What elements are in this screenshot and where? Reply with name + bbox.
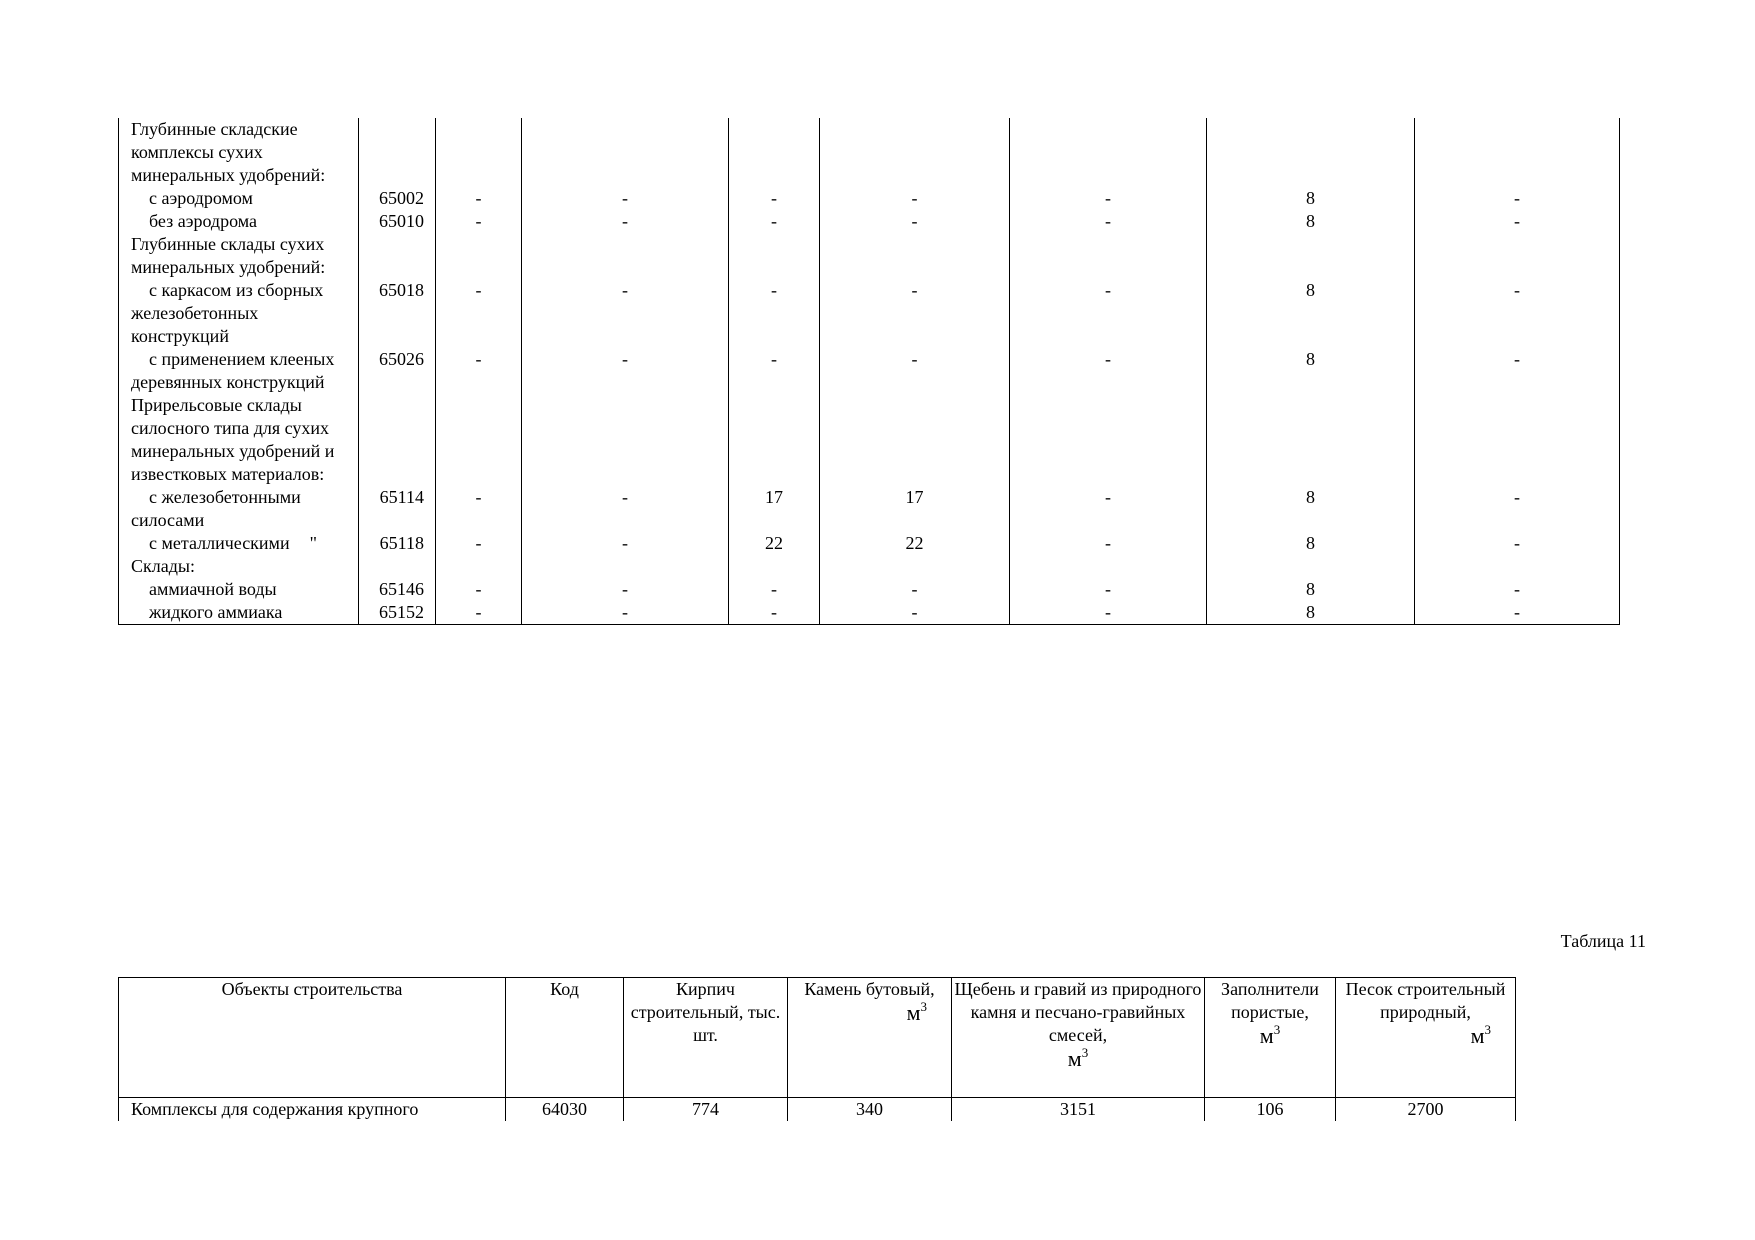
cell-value — [522, 394, 729, 486]
cell-value: - — [522, 348, 729, 394]
cell-value: 8 — [1207, 601, 1415, 625]
row-name — [119, 210, 359, 233]
cell-value: 106 — [1205, 1098, 1336, 1122]
cell-value: 8 — [1207, 532, 1415, 555]
cell-value: - — [729, 578, 820, 601]
cell-value: - — [1010, 279, 1207, 348]
cell-value: - — [436, 210, 522, 233]
cell-value — [820, 555, 1010, 578]
cell-value — [1207, 233, 1415, 279]
cell-value — [522, 118, 729, 187]
header-fillers — [1205, 978, 1336, 1098]
header-fillers-label: Заполнители пористые, — [1221, 979, 1319, 1022]
cell-value — [1010, 555, 1207, 578]
header-code: Код — [506, 978, 624, 1098]
cell-value: - — [729, 279, 820, 348]
row-name — [119, 348, 359, 394]
cell-value: - — [729, 210, 820, 233]
cell-value — [1415, 233, 1620, 279]
table-row — [119, 394, 1620, 486]
header-sand — [1336, 978, 1516, 1098]
cell-value: - — [522, 578, 729, 601]
cell-value — [729, 394, 820, 486]
cell-value — [522, 555, 729, 578]
materials-table-11 — [118, 977, 1516, 1121]
row-name — [119, 486, 359, 532]
unit-m3: $м^3$ — [1067, 1045, 1089, 1071]
cell-value: 22 — [820, 532, 1010, 555]
cell-value: - — [436, 532, 522, 555]
table-row — [119, 118, 1620, 187]
row-code — [359, 394, 436, 486]
cell-value — [436, 233, 522, 279]
cell-value: - — [436, 348, 522, 394]
cell-value: 774 — [624, 1098, 788, 1122]
cell-value — [436, 118, 522, 187]
cell-value: - — [729, 187, 820, 210]
cell-value: - — [436, 187, 522, 210]
cell-value: - — [522, 532, 729, 555]
cell-value — [1010, 233, 1207, 279]
cell-value: - — [1415, 210, 1620, 233]
table-row — [119, 279, 1620, 348]
row-name-text: Склады: — [131, 556, 195, 576]
table-row — [119, 532, 1620, 555]
cell-value: 340 — [788, 1098, 952, 1122]
cell-value — [1207, 394, 1415, 486]
row-code: 65152 — [359, 601, 436, 625]
cell-value — [1415, 555, 1620, 578]
row-name-text: аммиачной воды — [149, 579, 277, 599]
cell-value — [522, 233, 729, 279]
row-name — [119, 532, 359, 555]
header-stone — [788, 978, 952, 1098]
row-name-text: Глубинные складские комплексы сухих минеральных удобрений: — [131, 119, 326, 185]
cell-value — [820, 394, 1010, 486]
unit-m3: $м^3$ — [1259, 1022, 1281, 1048]
cell-value: - — [1415, 187, 1620, 210]
cell-value: 8 — [1207, 279, 1415, 348]
header-crushed — [952, 978, 1205, 1098]
cell-value — [820, 118, 1010, 187]
cell-value: 8 — [1207, 578, 1415, 601]
row-name — [119, 555, 359, 578]
row-name: Комплексы для содержания крупного — [119, 1098, 506, 1122]
row-name-text: с каркасом из сборных железобетонных конструкций — [131, 280, 324, 346]
cell-value: 8 — [1207, 348, 1415, 394]
cell-value: - — [436, 601, 522, 625]
table-row — [119, 210, 1620, 233]
cell-value — [436, 394, 522, 486]
ditto-mark: " — [309, 533, 317, 553]
row-name — [119, 187, 359, 210]
cell-value: - — [820, 187, 1010, 210]
table-caption: Таблица 11 — [1560, 931, 1646, 951]
header-stone-label: Камень бутовый, — [804, 979, 935, 999]
cell-value — [1207, 555, 1415, 578]
cell-value: - — [1415, 601, 1620, 625]
row-code — [359, 233, 436, 279]
cell-value: - — [522, 601, 729, 625]
header-objects: Объекты строительства — [119, 978, 506, 1098]
row-code: 65002 — [359, 187, 436, 210]
cell-value: 22 — [729, 532, 820, 555]
table-row — [119, 1098, 1516, 1122]
row-name — [119, 118, 359, 187]
cell-value: 8 — [1207, 486, 1415, 532]
cell-value — [729, 555, 820, 578]
row-name-text: с железобетонными силосами — [131, 487, 301, 530]
cell-value — [729, 118, 820, 187]
row-name — [119, 233, 359, 279]
cell-value: - — [522, 279, 729, 348]
cell-value: - — [1010, 532, 1207, 555]
cell-value: - — [1415, 486, 1620, 532]
row-name-text: жидкого аммиака — [149, 602, 283, 622]
cell-value: - — [1415, 279, 1620, 348]
cell-value: - — [436, 279, 522, 348]
cell-value — [436, 555, 522, 578]
row-name-text: Прирельсовые склады силосного типа для сухих минеральных удобрений и известковых материалов: — [131, 395, 335, 484]
row-code: 64030 — [506, 1098, 624, 1122]
cell-value: 2700 — [1336, 1098, 1516, 1122]
row-code: 65146 — [359, 578, 436, 601]
row-code: 65026 — [359, 348, 436, 394]
cell-value: - — [1010, 187, 1207, 210]
cell-value: 8 — [1207, 187, 1415, 210]
table-row — [119, 348, 1620, 394]
row-code — [359, 118, 436, 187]
row-name-text: с металлическими — [149, 533, 290, 553]
cell-value — [1415, 118, 1620, 187]
cell-value: 8 — [1207, 210, 1415, 233]
cell-value — [820, 233, 1010, 279]
cell-value: - — [436, 578, 522, 601]
row-name — [119, 394, 359, 486]
cell-value: 17 — [729, 486, 820, 532]
row-name — [119, 601, 359, 625]
cell-value: - — [522, 187, 729, 210]
cell-value — [1010, 118, 1207, 187]
table-row — [119, 555, 1620, 578]
cell-value: - — [1415, 348, 1620, 394]
row-name-text: с аэродромом — [149, 188, 253, 208]
table-row — [119, 601, 1620, 625]
cell-value: - — [1010, 601, 1207, 625]
unit-m3: $м^3$ — [906, 999, 927, 1025]
cell-value: - — [436, 486, 522, 532]
cell-value: - — [820, 210, 1010, 233]
row-code: 65010 — [359, 210, 436, 233]
cell-value: - — [1010, 348, 1207, 394]
row-name — [119, 578, 359, 601]
cell-value: - — [729, 348, 820, 394]
table-row — [119, 486, 1620, 532]
header-brick: Кирпич строительный, тыс. шт. — [624, 978, 788, 1098]
cell-value: - — [820, 279, 1010, 348]
cell-value: - — [729, 601, 820, 625]
cell-value — [1010, 394, 1207, 486]
cell-value: 17 — [820, 486, 1010, 532]
row-code: 65018 — [359, 279, 436, 348]
cell-value: 3151 — [952, 1098, 1205, 1122]
table-row — [119, 578, 1620, 601]
cell-value: - — [1415, 532, 1620, 555]
cell-value: - — [1010, 578, 1207, 601]
header-sand-label: Песок строительный природный, — [1345, 979, 1506, 1022]
cell-value: - — [1010, 210, 1207, 233]
cell-value: - — [522, 210, 729, 233]
row-code: 65118 — [359, 532, 436, 555]
cell-value — [729, 233, 820, 279]
table-header-row — [119, 978, 1516, 1098]
table-row — [119, 233, 1620, 279]
table-row — [119, 187, 1620, 210]
row-code: 65114 — [359, 486, 436, 532]
cell-value — [1207, 118, 1415, 187]
unit-m3: $м^3$ — [1470, 1022, 1491, 1048]
row-name — [119, 279, 359, 348]
cell-value: - — [820, 601, 1010, 625]
row-name-text: Глубинные склады сухих минеральных удобрений: — [131, 234, 326, 277]
cell-value: - — [1010, 486, 1207, 532]
cell-value: - — [522, 486, 729, 532]
cell-value: - — [820, 578, 1010, 601]
cell-value: - — [1415, 578, 1620, 601]
header-crushed-label: Щебень и гравий из природного камня и песчано-гравийных смесей, — [954, 979, 1202, 1045]
row-code — [359, 555, 436, 578]
materials-table-continued — [118, 118, 1620, 625]
cell-value — [1415, 394, 1620, 486]
row-name-text: с применением клееных деревянных конструкций — [131, 349, 335, 392]
row-name-text: без аэродрома — [149, 211, 258, 231]
cell-value: - — [820, 348, 1010, 394]
